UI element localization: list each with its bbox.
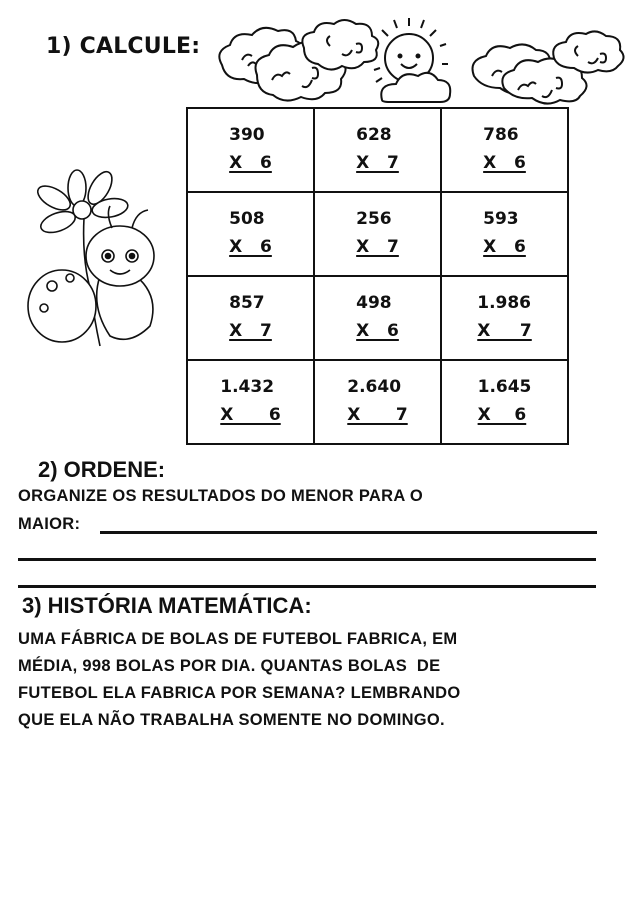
clouds-sun-illustration xyxy=(212,10,627,105)
story-line: FUTEBOL ELA FABRICA POR SEMANA? LEMBRANDO xyxy=(18,684,461,702)
multiplier: X 6 xyxy=(356,321,399,341)
problem-cell[interactable] xyxy=(314,108,441,192)
problem-cell[interactable] xyxy=(441,108,568,192)
multiplicand: 256 xyxy=(356,209,392,229)
problem-cell[interactable] xyxy=(187,108,314,192)
grid-row xyxy=(187,276,568,360)
section-3-title: 3) HISTÓRIA MATEMÁTICA: xyxy=(22,593,312,618)
multiplicand: 2.640 xyxy=(347,377,402,397)
multiplier: X 6 xyxy=(229,153,272,173)
multiplicand: 628 xyxy=(356,125,392,145)
ordering-instruction: ORGANIZE OS RESULTADOS DO MENOR PARA O xyxy=(18,487,423,505)
multiplier: X 6 xyxy=(229,237,272,257)
problem-cell[interactable] xyxy=(441,192,568,276)
multiplicand: 1.986 xyxy=(477,293,532,313)
calculation-grid xyxy=(186,107,569,445)
multiplier: X 7 xyxy=(229,321,272,341)
multiplier: X 7 xyxy=(477,321,532,341)
problem-cell[interactable] xyxy=(441,360,568,444)
multiplicand: 1.432 xyxy=(220,377,275,397)
multiplicand: 498 xyxy=(356,293,392,313)
grid-row xyxy=(187,108,568,192)
multiplicand: 390 xyxy=(229,125,265,145)
problem-cell[interactable] xyxy=(187,360,314,444)
problem-cell[interactable] xyxy=(187,192,314,276)
answer-line[interactable] xyxy=(100,531,597,534)
multiplier: X 7 xyxy=(347,405,408,425)
cloud-icon xyxy=(381,73,450,102)
multiplicand: 593 xyxy=(483,209,519,229)
multiplier: X 7 xyxy=(356,237,399,257)
multiplier: X 7 xyxy=(356,153,399,173)
answer-line[interactable] xyxy=(18,585,596,588)
section-2-title: 2) ORDENE: xyxy=(38,457,166,482)
multiplicand: 1.645 xyxy=(477,377,532,397)
sun-icon xyxy=(374,18,448,82)
grid-row xyxy=(187,192,568,276)
ordering-instruction-cont: MAIOR: xyxy=(18,515,81,533)
problem-cell[interactable] xyxy=(187,276,314,360)
story-line: QUE ELA NÃO TRABALHA SOMENTE NO DOMINGO. xyxy=(18,711,445,729)
multiplicand: 508 xyxy=(229,209,265,229)
multiplier: X 6 xyxy=(477,405,527,425)
ladybug-illustration xyxy=(22,166,172,356)
grid-row xyxy=(187,360,568,444)
multiplicand: 857 xyxy=(229,293,265,313)
multiplier: X 6 xyxy=(483,153,526,173)
multiplier: X 6 xyxy=(483,237,526,257)
cloud-icon xyxy=(302,20,378,70)
story-line: UMA FÁBRICA DE BOLAS DE FUTEBOL FABRICA, EM xyxy=(18,630,458,648)
multiplier: X 6 xyxy=(220,405,281,425)
multiplicand: 786 xyxy=(483,125,519,145)
problem-cell[interactable] xyxy=(314,192,441,276)
section-1-title: 1) CALCULE: xyxy=(46,34,201,59)
problem-cell[interactable] xyxy=(441,276,568,360)
story-line: MÉDIA, 998 BOLAS POR DIA. QUANTAS BOLAS DE xyxy=(18,657,441,675)
problem-cell[interactable] xyxy=(314,360,441,444)
cloud-icon xyxy=(553,31,623,72)
problem-cell[interactable] xyxy=(314,276,441,360)
answer-line[interactable] xyxy=(18,558,596,561)
